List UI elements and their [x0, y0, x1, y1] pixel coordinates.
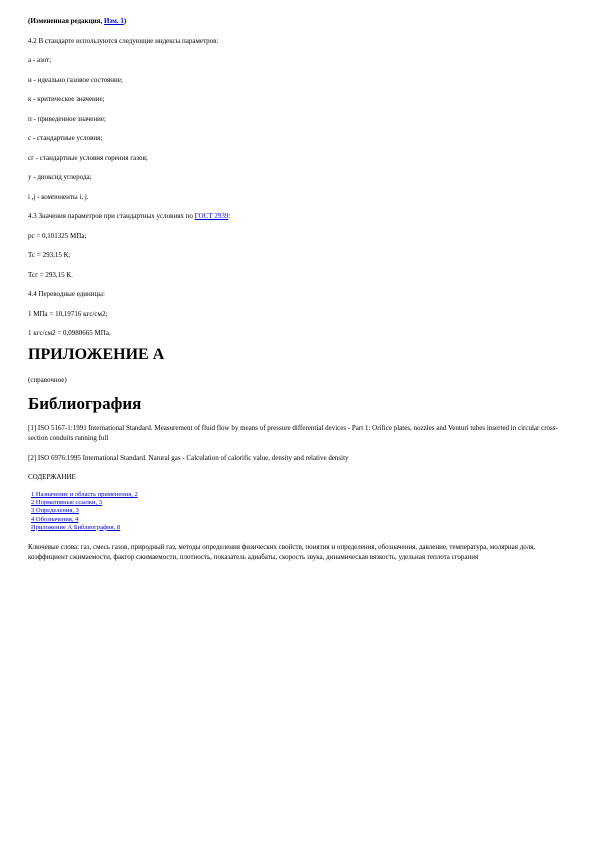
toc-link[interactable]: Приложение А Библиография, 8 — [31, 523, 121, 531]
toc-item — [31, 507, 568, 515]
bibliography-title: Библиография — [28, 394, 142, 413]
toc-link[interactable]: 2 Нормативные ссылки, 3 — [31, 499, 103, 507]
section-4-4-intro: 4.4 Переводные единицы: — [28, 290, 105, 298]
contents-heading: СОДЕРЖАНИЕ — [28, 473, 76, 481]
changes-note-suffix: ) — [123, 17, 127, 25]
contents-list — [28, 491, 568, 532]
gost-link[interactable]: ГОСТ 2939 — [194, 212, 229, 220]
toc-item — [31, 524, 568, 532]
index-item: н - идеально газовое состояние; — [28, 75, 123, 84]
keywords: Ключевые слова: газ, смесь газов, природный газ, методы определения физических свойств, понятия и определения, обозначения, давление, температура, молярная доля, коэффициент сжимаемости, фактор сжимаемости, плотность, показатель адиабаты, скорость звука, динамическая вязкость, удельная теплота сгорания — [28, 543, 536, 562]
changes-note — [28, 16, 568, 26]
toc-link[interactable]: 3 Определения, 3 — [31, 507, 79, 515]
toc-item — [31, 516, 568, 524]
conversion-item: 1 кгс/см2 = 0,0980665 МПа. — [28, 329, 111, 337]
changes-note-link[interactable]: Изм. 1 — [103, 17, 124, 25]
document-page — [28, 16, 568, 562]
index-item: с - стандартные условия; — [28, 134, 103, 142]
bibliography-entry: [2] ISO 6976:1995 International Standard. Natural gas - Calculation of calorific value, density and relative density — [28, 453, 349, 462]
standard-condition-item: Тсг = 293,15 К. — [28, 270, 73, 279]
index-item: к - критическое значение; — [28, 95, 105, 103]
index-item: п - приведенное значение; — [28, 114, 106, 123]
toc-item — [31, 491, 568, 499]
index-item: а - азот; — [28, 56, 52, 64]
appendix-subtitle: (справочное) — [28, 376, 67, 384]
index-item: у - диоксид углерода; — [28, 173, 92, 181]
section-4-3-suffix: : — [228, 212, 231, 220]
appendix-title: ПРИЛОЖЕНИЕ А — [28, 346, 165, 363]
section-4-2-intro: 4.2 В стандарте используются следующие индексы параметров: — [28, 36, 219, 45]
standard-condition-item: рс = 0,101325 МПа; — [28, 231, 87, 240]
toc-item — [31, 499, 568, 507]
section-4-3-intro — [28, 211, 568, 221]
toc-link[interactable]: 4 Обозначения, 4 — [31, 515, 79, 523]
toc-link[interactable]: 1 Назначение и область применения, 2 — [31, 491, 138, 498]
changes-note-prefix: (Измененная редакция, — [28, 17, 103, 25]
index-item: i ,j - компоненты i, j. — [28, 192, 89, 201]
conversion-item: 1 МПа = 10,19716 кгс/см2; — [28, 309, 108, 318]
section-4-3-prefix: 4.3 Значения параметров при стандартных условиях по — [28, 212, 193, 220]
standard-condition-item: Тс = 293,15 К; — [28, 251, 71, 259]
index-item: сг - стандартные условия горения газов; — [28, 153, 148, 162]
bibliography-entry: [1] ISO 5167-1:1991 International Standard. Measurement of fluid flow by means of pressure differential devices - Part 1: Orifice plates, nozzles and Venturi tubes inserted in circular cross-section conduits running full — [28, 424, 558, 442]
